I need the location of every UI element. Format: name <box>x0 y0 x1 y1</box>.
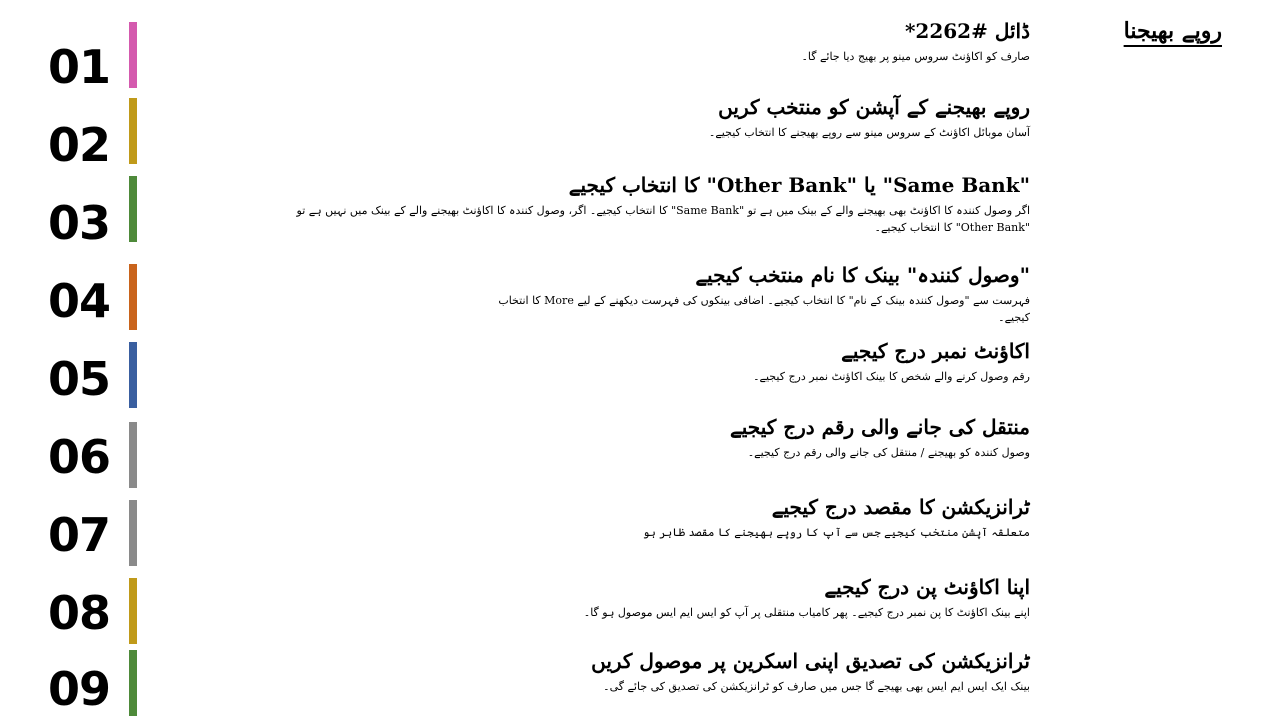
step-heading-08: اپنا اکاؤنٹ پن درج کیجیے <box>824 575 1030 599</box>
step-heading-02: روپے بھیجنے کے آپشن کو منتخب کریں <box>718 95 1030 119</box>
step-07 <box>510 494 1030 541</box>
step-number-06: 06 <box>47 430 110 484</box>
step-heading-01: ڈائل #2262* <box>904 19 1030 43</box>
step-description-01: صارف کو اکاؤنٹ سروس مینو پر بھیج دیا جائے گا۔ <box>801 50 1030 63</box>
step-description-09: بینک ایک ایس ایم ایس بھی بھیجے گا جس میں صارف کو ٹرانزیکشن کی تصدیق کی جائے گی۔ <box>603 680 1030 693</box>
step-number-04: 04 <box>47 274 110 328</box>
step-bar-05 <box>129 342 137 408</box>
step-bar-02 <box>129 98 137 164</box>
step-06 <box>510 414 1030 461</box>
step-heading-04: "وصول کنندہ" بینک کا نام منتخب کیجیے <box>695 263 1030 287</box>
step-heading-07: ٹرانزیکشن کا مقصد درج کیجیے <box>771 495 1030 519</box>
step-heading-06: منتقل کی جانے والی رقم درج کیجیے <box>730 415 1030 439</box>
step-bar-01 <box>129 22 137 88</box>
step-03 <box>290 172 1030 236</box>
step-heading-09: ٹرانزیکشن کی تصدیق اپنی اسکرین پر موصول کریں <box>591 649 1030 673</box>
step-bar-04 <box>129 264 137 330</box>
step-number-09: 09 <box>47 662 110 716</box>
step-description-04: فہرست سے "وصول کنندہ بینک کے نام" کا انتخاب کیجیے۔ اضافی بینکوں کی فہرست دیکھنے کے لیے More کا انتخاب کیجیے۔ <box>498 294 1030 324</box>
step-description-07: متعلقہ آپشن منتخب کیجیے جس سے آپ کا روپے بھیجنے کا مقصد ظاہر ہو <box>642 526 1030 539</box>
step-description-08: اپنے بینک اکاؤنٹ کا پن نمبر درج کیجیے۔ پھر کامیاب منتقلی پر آپ کو ایس ایم ایس موصول ہو گا۔ <box>583 606 1030 619</box>
step-number-02: 02 <box>47 118 110 172</box>
step-number-08: 08 <box>47 586 110 640</box>
step-number-05: 05 <box>47 352 110 406</box>
step-description-05: رقم وصول کرنے والے شخص کا بینک اکاؤنٹ نمبر درج کیجیے۔ <box>753 370 1030 383</box>
step-bar-03 <box>129 176 137 242</box>
step-08 <box>510 574 1030 621</box>
step-bar-07 <box>129 500 137 566</box>
step-09 <box>470 648 1030 695</box>
step-number-01: 01 <box>47 40 110 94</box>
step-05 <box>510 338 1030 385</box>
step-heading-03: "Same Bank" یا "Other Bank" کا انتخاب کیجیے <box>568 173 1030 197</box>
step-bar-09 <box>129 650 137 716</box>
step-description-06: وصول کنندہ کو بھیجنے / منتقل کی جانے والی رقم درج کیجیے۔ <box>747 446 1030 459</box>
step-heading-05: اکاؤنٹ نمبر درج کیجیے <box>841 339 1030 363</box>
step-bar-08 <box>129 578 137 644</box>
step-04 <box>470 262 1030 326</box>
step-number-03: 03 <box>47 196 110 250</box>
step-number-07: 07 <box>47 508 110 562</box>
step-description-03: اگر وصول کنندہ کا اکاؤنٹ بھی بھیجنے والے کے بینک میں ہے تو "Same Bank" کا انتخاب کیجیے۔ اگر، وصول کنندہ کا اکاؤنٹ بھیجنے والے کے بینک میں نہیں ہے تو "Other Bank" کا انتخاب کیجیے۔ <box>296 204 1030 234</box>
step-02 <box>510 94 1030 141</box>
step-bar-06 <box>129 422 137 488</box>
page-title: روپے بھیجنا <box>1123 18 1222 44</box>
step-description-02: آسان موبائل اکاؤنٹ کے سروس مینو سے روپے بھیجنے کا انتخاب کیجیے۔ <box>708 126 1030 139</box>
step-01 <box>510 18 1030 65</box>
